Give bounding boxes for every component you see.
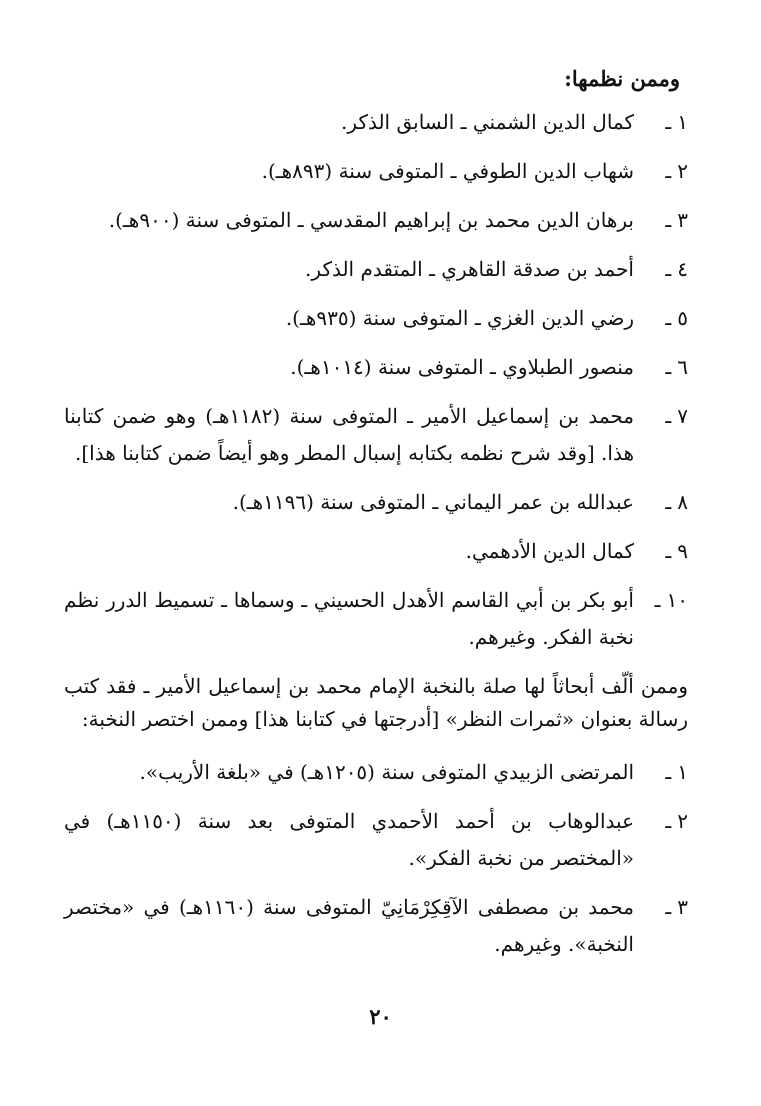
item-text: عبدالوهاب بن أحمد الأحمدي المتوفى بعد سنة (١١٥٠هـ) في «المختصر من نخبة الفكر». — [64, 808, 635, 870]
section-heading: وممن نظمها: — [564, 66, 680, 91]
item-number: ٣ـ — [665, 894, 688, 919]
list-item — [64, 754, 688, 791]
item-text: محمد بن مصطفى الآقِكِرْمَانِيّ المتوفى سنة (١١٦٠هـ) في «مختصر النخبة». وغيرهم. — [64, 894, 634, 956]
item-number: ٢ـ — [665, 158, 688, 183]
item-number: ٧ـ — [665, 403, 688, 428]
list-item — [64, 484, 688, 521]
list-item — [64, 349, 688, 386]
item-number: ١ـ — [665, 109, 688, 134]
item-text: أحمد بن صدقة القاهري ـ المتقدم الذكر. — [305, 256, 634, 281]
item-number: ٨ـ — [665, 489, 688, 514]
item-text: رضي الدين الغزي ـ المتوفى سنة (٩٣٥هـ). — [285, 305, 634, 330]
list-item — [64, 153, 688, 190]
item-text: عبدالله بن عمر اليماني ـ المتوفى سنة (١١٩٦هـ). — [232, 489, 634, 514]
item-number: ٢ـ — [665, 808, 688, 833]
item-text: شهاب الدين الطوفي ـ المتوفى سنة (٨٩٣هـ). — [261, 158, 634, 183]
item-number: ١٠ـ — [654, 587, 688, 612]
item-text: برهان الدين محمد بن إبراهيم المقدسي ـ المتوفى سنة (٩٠٠هـ). — [108, 207, 634, 232]
body-paragraph: وممن ألّف أبحاثاً لها صلة بالنخبة الإمام محمد بن إسماعيل الأمير ـ فقد كتب رسالة بعنوان «ثمرات النظر» [أدرجتها في كتابنا هذا] وممن اختصر النخبة: — [64, 673, 688, 731]
item-number: ٦ـ — [665, 354, 688, 379]
versifiers-list — [64, 104, 688, 656]
list-item — [64, 251, 688, 288]
item-text: المرتضى الزبيدي المتوفى سنة (١٢٠٥هـ) في «بلغة الأريب». — [139, 759, 634, 784]
item-number: ٣ـ — [665, 207, 688, 232]
list-item — [64, 889, 688, 963]
page-number: ٢٠ — [369, 1004, 392, 1029]
list-item — [64, 398, 688, 472]
list-item — [64, 803, 688, 877]
list-item — [64, 202, 688, 239]
item-number: ٤ـ — [665, 256, 688, 281]
list-item — [64, 582, 688, 656]
list-item — [64, 300, 688, 337]
list-item — [64, 533, 688, 570]
abridgers-list — [64, 754, 688, 963]
item-number: ٩ـ — [665, 538, 688, 563]
list-item — [64, 104, 688, 141]
page-content — [64, 62, 688, 975]
item-text: منصور الطبلاوي ـ المتوفى سنة (١٠١٤هـ). — [290, 354, 634, 379]
item-text: أبو بكر بن أبي القاسم الأهدل الحسيني ـ وسماها ـ تسميط الدرر نظم نخبة الفكر. وغيرهم. — [64, 587, 634, 649]
item-text: كمال الدين الشمني ـ السابق الذكر. — [341, 109, 634, 134]
item-number: ١ـ — [665, 759, 688, 784]
item-text: كمال الدين الأدهمي. — [465, 538, 634, 563]
item-number: ٥ـ — [665, 305, 688, 330]
item-text: محمد بن إسماعيل الأمير ـ المتوفى سنة (١١٨٢هـ) وهو ضمن كتابنا هذا. [وقد شرح نظمه بكتابه إسبال المطر وهو أيضاً ضمن كتابنا هذا]. — [64, 403, 635, 465]
